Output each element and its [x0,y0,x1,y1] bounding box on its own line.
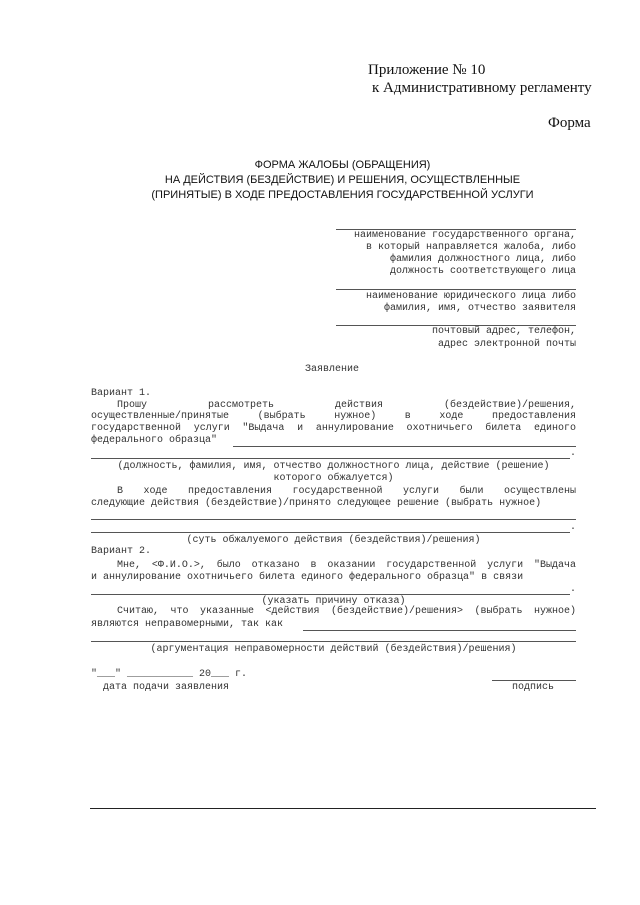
title-line-3: (ПРИНЯТЫЕ) В ХОДЕ ПРЕДОСТАВЛЕНИЯ ГОСУДАРСТВЕННОЙ УСЛУГИ [151,189,534,201]
variant1-dot-2: . [570,522,577,533]
signature-fill-line[interactable] [492,680,576,681]
variant1-line-3: государственной услуги "Выдача и аннулирование охотничьего билета единого [91,423,576,434]
variant2-caption-2: (аргументация неправомерности действий (бездействия)/решения) [150,644,517,655]
variant1-line-1: Прошу рассмотреть действия (бездействие)/решения, [117,400,576,411]
title-line-1: ФОРМА ЖАЛОБЫ (ОБРАЩЕНИЯ) [254,159,431,171]
variant2-fill-line-1[interactable] [91,594,570,595]
variant2-fill-line-2[interactable] [303,630,576,631]
variant1-fill-line-1[interactable] [233,446,576,447]
variant1-line-6: следующие действия (бездействие)/принято следующее решение (выбрать нужное) [91,498,542,509]
statement-heading: Заявление [305,364,360,375]
variant1-caption-1: (должность, фамилия, имя, отчество должностного лица, действие (решение) [117,461,550,472]
applicant-fill-line[interactable] [336,289,576,290]
variant2-line-3: Считаю, что указанные <действия (бездействие)/решения> (выбрать нужное) [117,606,576,617]
variant2-label: Вариант 2. [91,546,152,557]
variant1-line-2: осуществленные/принятые (выбрать нужное) в ходе предоставления [91,411,576,422]
form-title [90,158,595,203]
variant1-caption-2: которого обжалуется) [273,473,394,484]
variant2-line-2: и аннулирование охотничьего билета единого федерального образца" в связи [91,572,524,583]
organ-caption-4: должность соответствующего лица [389,266,576,277]
applicant-caption-2: фамилия, имя, отчество заявителя [383,303,576,314]
regulation-reference: к Административному регламенту [372,80,592,96]
variant2-fill-line-3[interactable] [91,641,576,642]
variant1-caption-3: (суть обжалуемого действия (бездействия)/решения) [186,535,481,546]
footer-rule [90,808,596,809]
date-field[interactable]: "___" ___________ 20___ г. [91,669,248,680]
variant2-line-1: Мне, <Ф.И.О.>, было отказано в оказании государственной услуги "Выдача [117,560,576,571]
variant1-line-5: В ходе предоставления государственной услуги были осуществлены [117,486,576,497]
variant1-fill-line-3[interactable] [91,519,576,520]
variant2-caption-1: (указать причину отказа) [261,596,406,607]
signature-caption: подпись [512,682,555,693]
date-caption: дата подачи заявления [103,682,230,693]
organ-caption-1: наименование государственного органа, [353,230,576,241]
organ-caption-2: в который направляется жалоба, либо [365,242,576,253]
title-line-2: НА ДЕЙСТВИЯ (БЕЗДЕЙСТВИЕ) И РЕШЕНИЯ, ОСУЩЕСТВЛЕННЫЕ [164,174,521,186]
contacts-caption-2: адрес электронной почты [437,339,576,350]
appendix-number: Приложение № 10 [368,62,486,78]
variant1-line-4: федерального образца" [91,435,218,446]
variant2-line-4: являются неправомерными, так как [91,619,284,630]
form-label: Форма [548,115,591,131]
contacts-caption-1: почтовый адрес, телефон, [431,326,576,337]
variant1-fill-line-2[interactable] [91,458,570,459]
variant1-fill-line-4[interactable] [91,532,570,533]
variant2-dot: . [570,584,577,595]
organ-caption-3: фамилия должностного лица, либо [389,254,576,265]
applicant-caption-1: наименование юридического лица либо [365,291,576,302]
variant1-label: Вариант 1. [91,388,152,399]
variant1-dot: . [570,448,577,459]
